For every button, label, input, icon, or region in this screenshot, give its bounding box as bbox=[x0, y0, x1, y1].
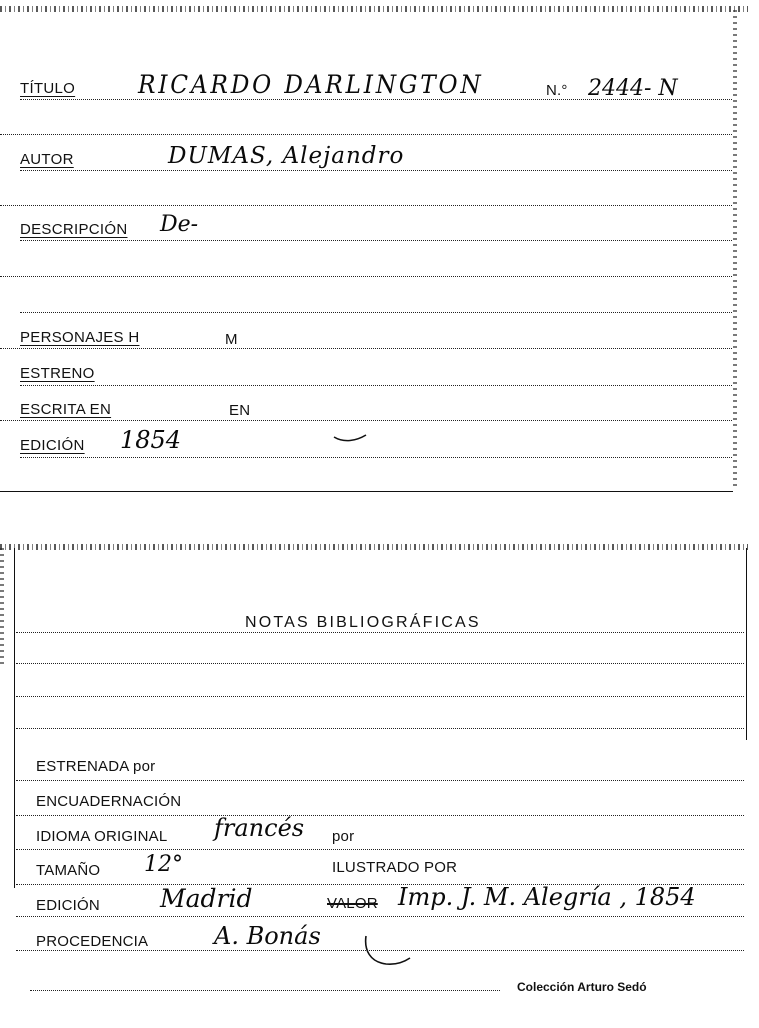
ilustrado-label: ILUSTRADO POR bbox=[332, 859, 458, 876]
card-right-border bbox=[746, 548, 747, 740]
rule bbox=[16, 916, 744, 917]
rule bbox=[0, 348, 732, 349]
rule bbox=[16, 696, 744, 697]
ink-mark bbox=[330, 425, 370, 445]
rule bbox=[20, 240, 732, 241]
por-label: por bbox=[332, 828, 355, 845]
notas-heading: NOTAS BIBLIOGRÁFICAS bbox=[245, 614, 481, 631]
rule bbox=[20, 385, 732, 386]
rule bbox=[0, 276, 732, 277]
valor-label: VALOR bbox=[327, 895, 378, 912]
estreno-label: ESTRENO bbox=[20, 365, 95, 382]
rule bbox=[30, 990, 500, 991]
numero-value: 2444- N bbox=[588, 76, 678, 101]
rule bbox=[0, 205, 732, 206]
numero-label: N.° bbox=[546, 82, 568, 99]
rule bbox=[20, 312, 732, 313]
escrita-label: ESCRITA EN bbox=[20, 401, 112, 418]
imprenta-value: Imp. J. M. Alegría , 1854 bbox=[398, 883, 696, 911]
rule bbox=[0, 134, 732, 135]
descripcion-value: De- bbox=[160, 212, 199, 237]
rule bbox=[20, 170, 732, 171]
edicion-label: EDICIÓN bbox=[20, 437, 85, 454]
tamano-label: TAMAÑO bbox=[36, 862, 101, 879]
rule bbox=[0, 420, 732, 421]
escrita-en-label: EN bbox=[229, 402, 251, 419]
rule bbox=[16, 663, 744, 664]
idioma-label: IDIOMA ORIGINAL bbox=[36, 828, 168, 845]
card-bottom-edge bbox=[0, 491, 733, 492]
autor-value: DUMAS, Alejandro bbox=[168, 143, 405, 169]
rule bbox=[16, 728, 744, 729]
card-right-edge bbox=[733, 10, 737, 488]
rule bbox=[16, 815, 744, 816]
catalog-card-bottom bbox=[0, 540, 752, 1015]
edicion-place-value: Madrid bbox=[160, 884, 253, 913]
personajes-label: PERSONAJES H bbox=[20, 329, 140, 346]
card-left-border bbox=[14, 548, 15, 888]
card-top-edge bbox=[0, 544, 748, 550]
descripcion-label: DESCRIPCIÓN bbox=[20, 221, 128, 238]
tamano-value: 12° bbox=[144, 852, 183, 877]
edicion-year-value: 1854 bbox=[120, 426, 182, 454]
encuadernacion-label: ENCUADERNACIÓN bbox=[36, 793, 182, 810]
card-left-edge bbox=[0, 548, 4, 668]
edicion-label: EDICIÓN bbox=[36, 897, 100, 914]
personajes-m-label: M bbox=[225, 331, 238, 348]
card-top-edge bbox=[0, 6, 748, 12]
procedencia-value: A. Bonás bbox=[214, 922, 321, 950]
estrenada-label: ESTRENADA por bbox=[36, 758, 156, 775]
rule bbox=[16, 780, 744, 781]
rule bbox=[16, 632, 744, 633]
catalog-card-top bbox=[0, 0, 752, 492]
idioma-value: francés bbox=[214, 814, 305, 842]
rule bbox=[16, 849, 744, 850]
titulo-value: RICARDO DARLINGTON bbox=[138, 70, 484, 99]
collection-credit: Colección Arturo Sedó bbox=[517, 980, 647, 994]
procedencia-label: PROCEDENCIA bbox=[36, 933, 149, 950]
autor-label: AUTOR bbox=[20, 151, 74, 168]
rule bbox=[20, 457, 732, 458]
titulo-label: TÍTULO bbox=[20, 80, 76, 97]
ink-mark bbox=[360, 932, 420, 974]
